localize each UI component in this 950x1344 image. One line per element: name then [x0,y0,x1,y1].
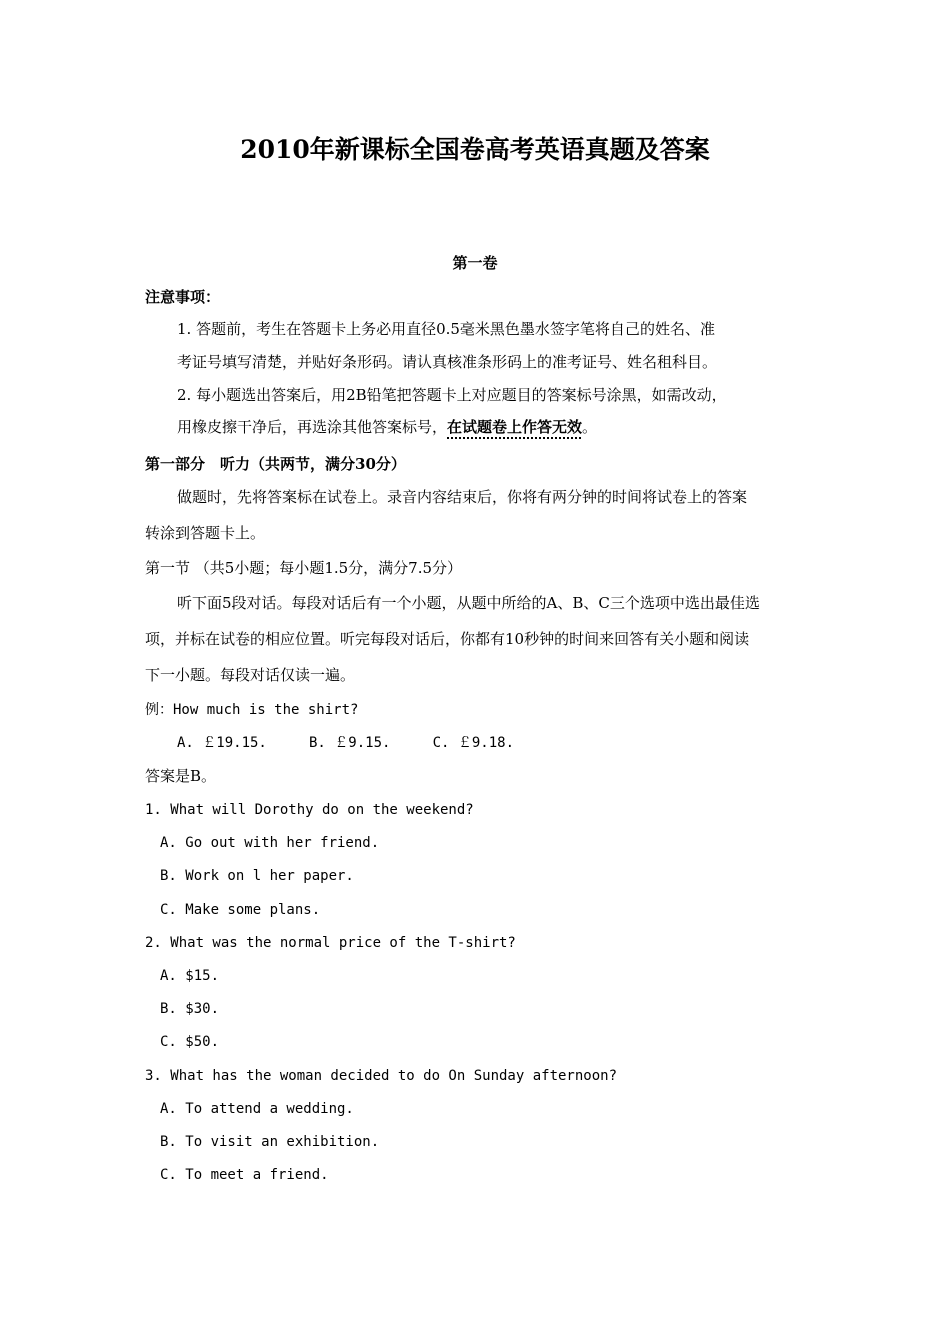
section-1-line-1: 听下面5段对话。每段对话后有一个小题，从题中所给的A、B、C三个选项中选出最佳选 [177,594,760,612]
question-2-option-a: A. $15. [160,968,220,984]
example-question: 例：How much is the shirt? [145,702,359,718]
emphasis-invalid-answer: 在试题卷上作答无效 [447,418,583,436]
question-1-option-b: B. Work on l her paper. [160,868,354,884]
question-3-stem: 3. What has the woman decided to do On Sunday afternoon? [145,1068,618,1084]
question-1-option-c: C. Make some plans. [160,902,321,918]
question-1-stem: 1. What will Dorothy do on the weekend? [145,802,474,818]
question-2-option-c: C. $50. [160,1034,220,1050]
part-1-heading: 第一部分 听力（共两节，满分30分） [145,455,406,473]
notice-item-1-line-2: 考证号填写清楚，并贴好条形码。请认真核准条形码上的准考证号、姓名租科目。 [177,353,718,371]
notice-item-2-line-1: 2. 每小题选出答案后，用2B铅笔把答题卡上对应题目的答案标号涂黑，如需改动， [177,386,727,404]
question-3-option-c: C. To meet a friend. [160,1167,329,1183]
section-1-heading: 第一节 （共5小题；每小题1.5分，满分7.5分） [145,559,463,577]
section-1-line-3: 下一小题。每段对话仅读一遍。 [145,666,356,684]
notice-heading: 注意事项： [145,288,221,306]
notice-item-2-text: 用橡皮擦干净后，再选涂其他答案标号， [177,418,448,436]
question-2-stem: 2. What was the normal price of the T-shirt? [145,935,516,951]
example-answer: 答案是B。 [145,767,217,785]
example-options: A. ￡19.15. B. ￡9.15. C. ￡9.18. [177,735,515,751]
part-1-intro-line-2: 转涂到答题卡上。 [145,524,266,542]
question-3-option-b: B. To visit an exhibition. [160,1134,380,1150]
section-1-line-2: 项，并标在试卷的相应位置。听完每段对话后，你都有10秒钟的时间来回答有关小题和阅读 [145,630,750,648]
notice-item-2-line-2 [177,416,597,438]
notice-item-2-end: 。 [582,418,598,436]
volume-heading: 第一卷 [452,254,498,272]
notice-item-1-line-1: 1. 答题前，考生在答题卡上务必用直径0.5毫米黑色墨水签字笔将自己的姓名、准 [177,320,715,338]
question-1-option-a: A. Go out with her friend. [160,835,380,851]
document-title: 2010年新课标全国卷高考英语真题及答案 [240,135,710,164]
part-1-intro-line-1: 做题时，先将答案标在试卷上。录音内容结束后，你将有两分钟的时间将试卷上的答案 [177,488,748,506]
question-3-option-a: A. To attend a wedding. [160,1101,354,1117]
question-2-option-b: B. $30. [160,1001,220,1017]
